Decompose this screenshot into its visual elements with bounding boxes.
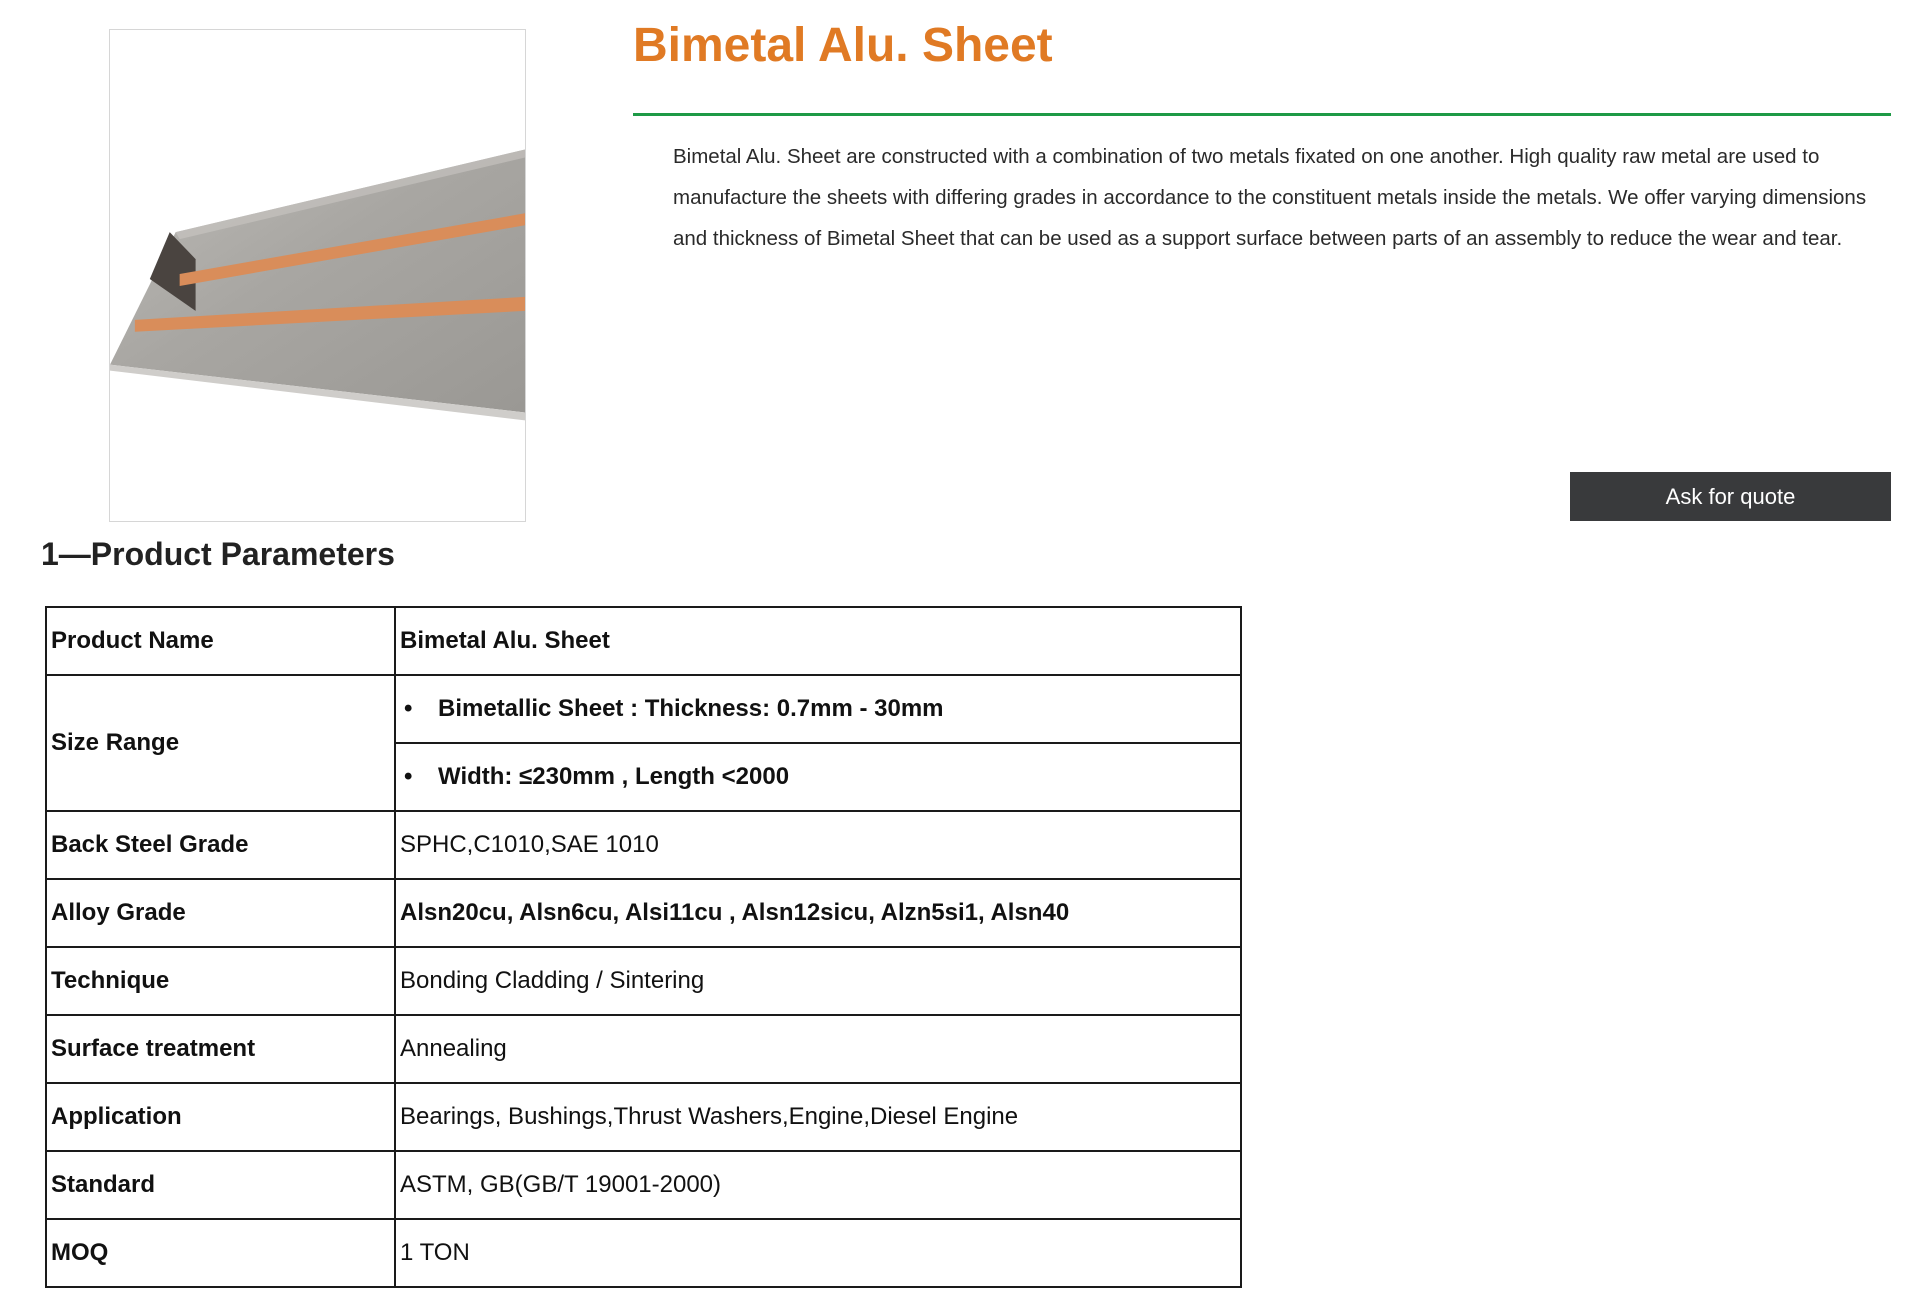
row-value: Bearings, Bushings,Thrust Washers,Engine,Diesel Engine [395, 1083, 1241, 1151]
size-range-text: Bimetallic Sheet : Thickness: 0.7mm - 30mm [438, 695, 944, 722]
table-row [46, 947, 1241, 1015]
size-range-item [395, 675, 1241, 743]
ask-for-quote-button[interactable]: Ask for quote [1570, 472, 1891, 521]
product-parameters-table [45, 606, 1242, 1288]
row-label: Alloy Grade [46, 879, 395, 947]
row-value: SPHC,C1010,SAE 1010 [395, 811, 1241, 879]
bimetal-sheet-illustration [110, 30, 525, 521]
row-value: Bimetal Alu. Sheet [395, 607, 1241, 675]
product-description: Bimetal Alu. Sheet are constructed with a combination of two metals fixated on one another. High quality raw metal are used to manufacture the sheets with differing grades in accordance to the constituent metals inside the metals. We offer varying dimensions and thickness of Bimetal Sheet that can be used as a support surface between parts of an assembly to reduce the wear and tear. [673, 145, 1867, 250]
row-value: Annealing [395, 1015, 1241, 1083]
row-value: Alsn20cu, Alsn6cu, Alsi11cu , Alsn12sicu, Alzn5si1, Alsn40 [395, 879, 1241, 947]
product-image [109, 29, 526, 522]
row-value: ASTM, GB(GB/T 19001-2000) [395, 1151, 1241, 1219]
row-value: Bonding Cladding / Sintering [395, 947, 1241, 1015]
section-heading: 1—Product Parameters [41, 536, 395, 572]
row-label: Product Name [46, 607, 395, 675]
table-row [46, 607, 1241, 675]
bullet-icon: • [404, 695, 413, 722]
row-label: Surface treatment [46, 1015, 395, 1083]
table-row [46, 675, 1241, 743]
table-row [46, 879, 1241, 947]
size-range-item [395, 743, 1241, 811]
table-row [46, 1015, 1241, 1083]
table-row [46, 1219, 1241, 1287]
table-row [46, 1151, 1241, 1219]
row-label: Technique [46, 947, 395, 1015]
row-label: Back Steel Grade [46, 811, 395, 879]
row-label: Standard [46, 1151, 395, 1219]
title-divider [633, 113, 1891, 116]
table-row [46, 1083, 1241, 1151]
bullet-icon: • [404, 763, 413, 790]
table-row [46, 811, 1241, 879]
row-value: 1 TON [395, 1219, 1241, 1287]
row-label: Application [46, 1083, 395, 1151]
row-label: Size Range [46, 675, 395, 811]
product-title: Bimetal Alu. Sheet [633, 19, 1053, 72]
size-range-text: Width: ≤230mm , Length <2000 [438, 763, 790, 790]
row-label: MOQ [46, 1219, 395, 1287]
